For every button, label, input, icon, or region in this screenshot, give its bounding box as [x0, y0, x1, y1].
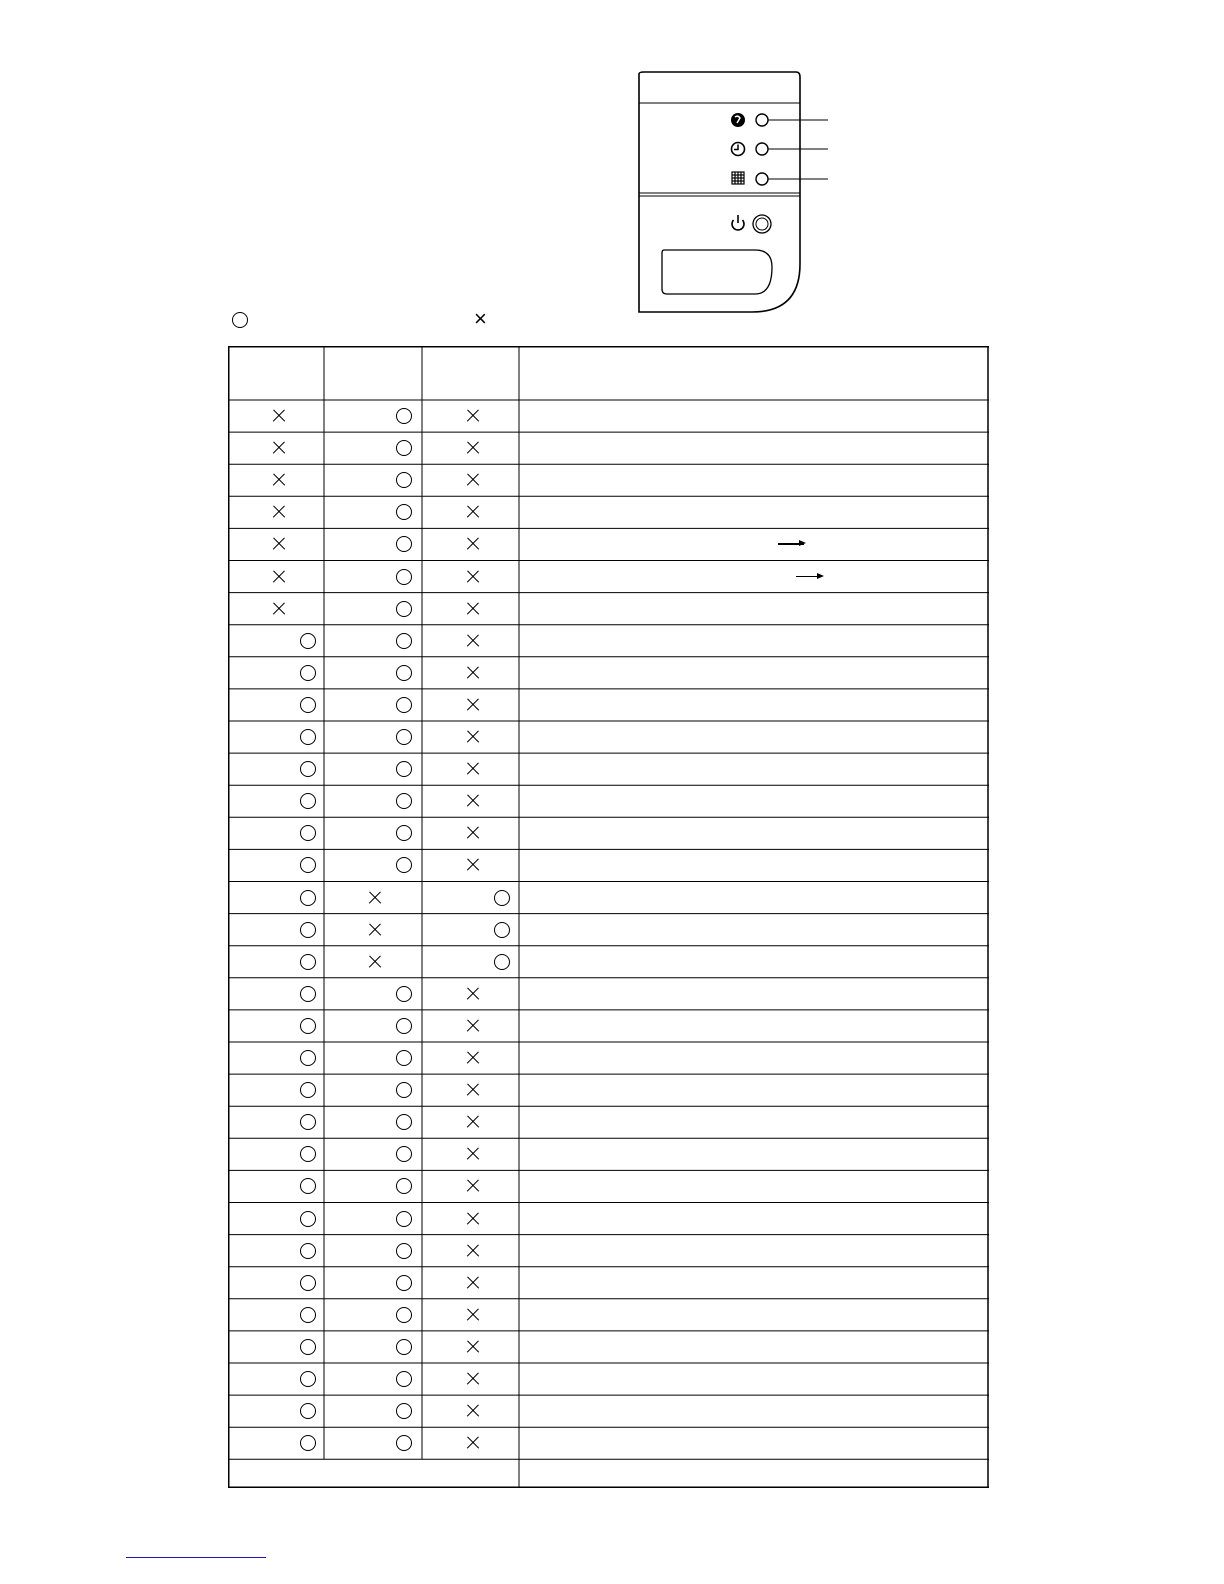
- indicator-on-circle-icon: [396, 1146, 412, 1162]
- indicator-off-cross-icon: [466, 409, 480, 423]
- table-row: [228, 1331, 989, 1363]
- indicator-off-cross-icon: [466, 1436, 480, 1450]
- indicator-off-cross-icon: [466, 1179, 480, 1193]
- indicator-on-circle-icon: [396, 1050, 412, 1066]
- indicator-on-circle-icon: [396, 761, 412, 777]
- indicator-on-circle-icon: [396, 601, 412, 617]
- indicator-on-circle-icon: [300, 1307, 316, 1323]
- indicator-on-circle-icon: [396, 1082, 412, 1098]
- indicator-off-cross-icon: [466, 570, 480, 584]
- arrow-right-icon: [778, 543, 804, 544]
- indicator-status-table: [228, 346, 989, 1488]
- table-row: [228, 1427, 989, 1459]
- indicator-off-cross-icon: [272, 505, 286, 519]
- table-row: [228, 1106, 989, 1138]
- operation-indicator-icon: [731, 113, 745, 127]
- indicator-off-cross-icon: [272, 537, 286, 551]
- indicator-off-cross-icon: [466, 1051, 480, 1065]
- indicator-off-cross-icon: [466, 1019, 480, 1033]
- indicator-off-cross-icon: [272, 409, 286, 423]
- indicator-on-circle-icon: [396, 665, 412, 681]
- indicator-on-circle-icon: [300, 665, 316, 681]
- indicator-on-circle-icon: [300, 1275, 316, 1291]
- indicator-off-cross-icon: [466, 473, 480, 487]
- table-row: [228, 1363, 989, 1395]
- table-row: [228, 593, 989, 625]
- indicator-on-circle-icon: [300, 1082, 316, 1098]
- indicator-on-circle-icon: [300, 890, 316, 906]
- indicator-off-cross-icon: [272, 441, 286, 455]
- indicator-on-circle-icon: [494, 954, 510, 970]
- indicator-off-cross-icon: [272, 602, 286, 616]
- table-row: [228, 785, 989, 817]
- indicator-off-cross-icon: [466, 1372, 480, 1386]
- table-row: [228, 882, 989, 914]
- table-row: [228, 946, 989, 978]
- power-button[interactable]: [753, 215, 771, 233]
- indicator-on-circle-icon: [300, 1243, 316, 1259]
- indicator-on-circle-icon: [300, 1146, 316, 1162]
- indicator-on-circle-icon: [396, 569, 412, 585]
- indicator-off-cross-icon: [466, 1115, 480, 1129]
- indicator-on-circle-icon: [300, 954, 316, 970]
- indicator-on-circle-icon: [396, 825, 412, 841]
- indicator-off-cross-icon: [466, 1308, 480, 1322]
- table-row: [228, 464, 989, 496]
- indicator-on-circle-icon: [396, 1339, 412, 1355]
- panel-outline: [639, 72, 800, 312]
- indicator-on-circle-icon: [396, 504, 412, 520]
- indicator-off-cross-icon: [466, 666, 480, 680]
- indicator-on-circle-icon: [396, 1018, 412, 1034]
- indicator-on-circle-icon: [396, 697, 412, 713]
- indicator-off-cross-icon: [466, 1212, 480, 1226]
- indicator-on-circle-icon: [300, 857, 316, 873]
- table-row: [228, 849, 989, 881]
- indicator-off-cross-icon: [466, 1404, 480, 1418]
- indicator-off-cross-icon: [466, 1340, 480, 1354]
- table-row: [228, 1299, 989, 1331]
- indicator-on-circle-icon: [396, 986, 412, 1002]
- indicator-on-circle-icon: [300, 1403, 316, 1419]
- indicator-on-circle-icon: [300, 761, 316, 777]
- indicator-off-cross-icon: [368, 955, 382, 969]
- indicator-on-circle-icon: [494, 890, 510, 906]
- table-row: [228, 721, 989, 753]
- table-row: [228, 817, 989, 849]
- indicator-on-circle-icon: [396, 1371, 412, 1387]
- indicator-off-cross-icon: [466, 730, 480, 744]
- table-footer-row: [228, 1460, 989, 1488]
- table-row: [228, 914, 989, 946]
- indicator-on-circle-icon: [396, 1403, 412, 1419]
- indicator-off-cross-icon: [466, 858, 480, 872]
- indicator-on-circle-icon: [300, 922, 316, 938]
- table-row: [228, 496, 989, 528]
- indicator-on-circle-icon: [396, 1435, 412, 1451]
- indicator-on-circle-icon: [396, 1211, 412, 1227]
- indicator-on-circle-icon: [300, 729, 316, 745]
- indicator-off-cross-icon: [466, 537, 480, 551]
- indicator-on-circle-icon: [300, 1435, 316, 1451]
- indicator-on-circle-icon: [300, 1050, 316, 1066]
- indicator-off-cross-icon: [466, 1276, 480, 1290]
- indicator-off-cross-icon: [466, 987, 480, 1001]
- arrow-right-icon: [796, 576, 822, 577]
- indicator-on-circle-icon: [300, 986, 316, 1002]
- power-icon: [732, 215, 744, 230]
- table-row: [228, 753, 989, 785]
- header-filter: [422, 346, 519, 400]
- indicator-on-circle-icon: [300, 793, 316, 809]
- indicator-off-cross-icon: [466, 634, 480, 648]
- indicator-off-cross-icon: [466, 1083, 480, 1097]
- indicator-on-circle-icon: [396, 1307, 412, 1323]
- indicator-off-cross-icon: [368, 891, 382, 905]
- table-row: [228, 1138, 989, 1170]
- table-row: [228, 400, 989, 432]
- footer-description: [519, 1460, 989, 1488]
- indicator-on-circle-icon: [300, 1211, 316, 1227]
- table-row: [228, 1203, 989, 1235]
- footer-link-underline: [126, 1557, 266, 1558]
- table-row: [228, 978, 989, 1010]
- indicator-on-circle-icon: [300, 1114, 316, 1130]
- table-row: [228, 1170, 989, 1202]
- operation-indicator-lamp: [756, 114, 768, 126]
- indicator-on-circle-icon: [300, 1339, 316, 1355]
- indicator-off-cross-icon: [466, 505, 480, 519]
- indicator-on-circle-icon: [396, 408, 412, 424]
- indicator-on-circle-icon: [300, 1371, 316, 1387]
- header-description: [519, 346, 989, 400]
- table-row: [228, 1042, 989, 1074]
- indicator-on-circle-icon: [396, 633, 412, 649]
- legend-off-cross-icon: ×: [474, 306, 487, 331]
- legend: [230, 306, 510, 333]
- indicator-off-cross-icon: [272, 570, 286, 584]
- indicator-on-circle-icon: [396, 1243, 412, 1259]
- indicator-on-circle-icon: [396, 440, 412, 456]
- table-header-row: [228, 346, 989, 400]
- table-row: [228, 1267, 989, 1299]
- table-row: [228, 689, 989, 721]
- indicator-off-cross-icon: [466, 1147, 480, 1161]
- indicator-on-circle-icon: [300, 633, 316, 649]
- indicator-off-cross-icon: [466, 1244, 480, 1258]
- indoor-unit-panel-diagram: [620, 60, 840, 320]
- table-row: [228, 432, 989, 464]
- table-row: [228, 657, 989, 689]
- indicator-on-circle-icon: [396, 1178, 412, 1194]
- indicator-off-cross-icon: [272, 473, 286, 487]
- indicator-on-circle-icon: [300, 1018, 316, 1034]
- indicator-off-cross-icon: [466, 794, 480, 808]
- filter-indicator-lamp: [756, 173, 768, 185]
- indicator-off-cross-icon: [466, 441, 480, 455]
- timer-indicator-icon: [732, 143, 745, 156]
- indicator-off-cross-icon: [466, 698, 480, 712]
- table-row: [228, 1395, 989, 1427]
- indicator-off-cross-icon: [466, 762, 480, 776]
- indicator-on-circle-icon: [396, 536, 412, 552]
- table-row: [228, 1010, 989, 1042]
- filter-indicator-icon: [732, 172, 744, 184]
- indicator-on-circle-icon: [396, 857, 412, 873]
- legend-on-circle-icon: [232, 312, 248, 328]
- indicator-on-circle-icon: [494, 922, 510, 938]
- indicator-on-circle-icon: [396, 472, 412, 488]
- indicator-on-circle-icon: [300, 1178, 316, 1194]
- table-row: [228, 561, 989, 593]
- indicator-on-circle-icon: [396, 729, 412, 745]
- indicator-off-cross-icon: [368, 923, 382, 937]
- header-operation: [228, 346, 324, 400]
- indicator-on-circle-icon: [396, 793, 412, 809]
- table-row: [228, 528, 989, 560]
- table-row: [228, 1235, 989, 1267]
- indicator-on-circle-icon: [396, 1114, 412, 1130]
- indicator-on-circle-icon: [396, 1275, 412, 1291]
- header-timer: [324, 346, 422, 400]
- table-row: [228, 1074, 989, 1106]
- indicator-off-cross-icon: [466, 826, 480, 840]
- table-row: [228, 625, 989, 657]
- timer-indicator-lamp: [756, 143, 768, 155]
- signal-receiver-window: [662, 250, 772, 294]
- indicator-on-circle-icon: [300, 697, 316, 713]
- indicator-on-circle-icon: [300, 825, 316, 841]
- indicator-off-cross-icon: [466, 602, 480, 616]
